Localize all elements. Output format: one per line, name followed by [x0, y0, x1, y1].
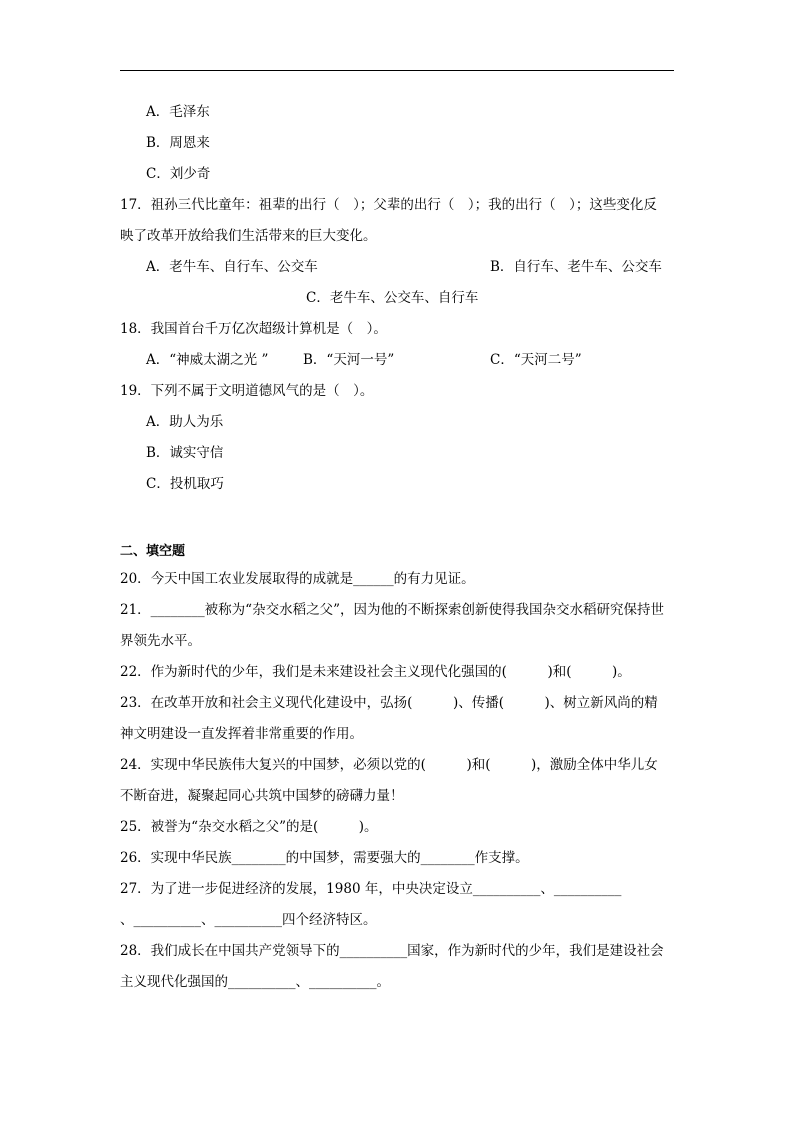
q17-option-b: B．自行车、老牛车、公交车	[490, 259, 662, 275]
q19-option-a: A．助人为乐	[146, 414, 224, 430]
q24-line1: 24．实现中华民族伟大复兴的中国梦，必须以党的( )和( )，激励全体中华儿女	[120, 757, 658, 773]
q18-stem: 18．我国首台千万亿次超级计算机是（ ）。	[120, 321, 387, 337]
q28-line1: 28．我们成长在中国共产党领导下的__________国家，作为新时代的少年，我们是建设社会	[120, 943, 664, 959]
q17-stem-line2: 映了改革开放给我们生活带来的巨大变化。	[120, 228, 377, 244]
q26: 26．实现中华民族________的中国梦，需要强大的________作支撑。	[120, 850, 529, 866]
q27-line1: 27．为了进一步促进经济的发展，1980 年，中央决定设立__________、__________	[120, 881, 622, 897]
q28-line2: 主义现代化强国的__________、__________。	[120, 974, 390, 990]
q23-line1: 23．在改革开放和社会主义现代化建设中，弘扬( )、传播( )、树立新风尚的精	[120, 695, 658, 711]
q23-line2: 神文明建设一直发挥着非常重要的作用。	[120, 726, 363, 742]
q16-option-b: B．周恩来	[146, 135, 210, 151]
q18-option-a: A．“神威太湖之光 ”	[146, 352, 269, 368]
q18-option-b: B．“天河一号”	[303, 352, 395, 368]
q21-line1: 21．________被称为“杂交水稻之父”，因为他的不断探索创新使得我国杂交水稻研究保持世	[120, 602, 664, 618]
q27-line2: 、__________、__________四个经济特区。	[120, 912, 377, 928]
section-title-fill-in: 二、填空题	[120, 544, 186, 559]
q21-line2: 界领先水平。	[120, 633, 201, 649]
q19-option-b: B．诚实守信	[146, 445, 224, 461]
q24-line2: 不断奋进，凝聚起同心共筑中国梦的磅礴力量！	[120, 788, 404, 804]
q19-stem: 19．下列不属于文明道德风气的是（ ）。	[120, 383, 374, 399]
q16-option-c: C．刘少奇	[146, 166, 211, 182]
q17-stem-line1: 17．祖孙三代比童年：祖辈的出行（ ）；父辈的出行（ ）；我的出行（ ）；这些变化反	[120, 197, 657, 213]
q25: 25．被誉为“杂交水稻之父”的是( )。	[120, 819, 378, 835]
q18-option-c: C．“天河二号”	[490, 352, 582, 368]
q22: 22．作为新时代的少年，我们是未来建设社会主义现代化强国的( )和( )。	[120, 664, 631, 680]
q16-option-a: A．毛泽东	[146, 104, 210, 120]
header-rule	[120, 70, 674, 71]
q17-option-c: C．老牛车、公交车、自行车	[306, 290, 479, 306]
q20: 20．今天中国工农业发展取得的成就是______的有力见证。	[120, 571, 475, 587]
q17-option-a: A．老牛车、自行车、公交车	[146, 259, 318, 275]
q19-option-c: C．投机取巧	[146, 476, 224, 492]
